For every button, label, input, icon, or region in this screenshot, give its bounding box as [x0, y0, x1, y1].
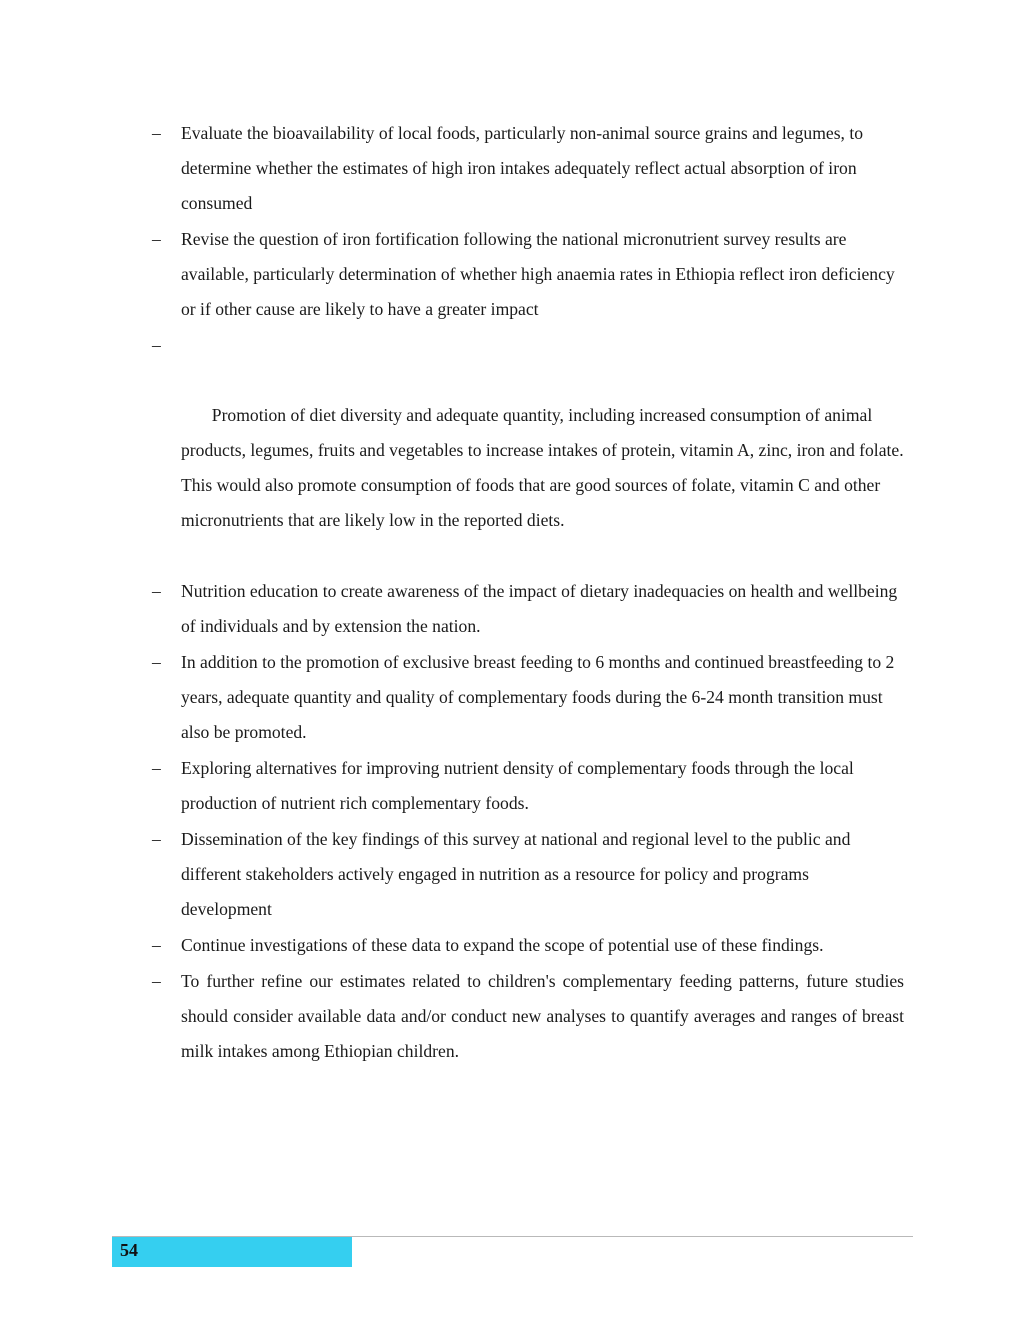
list-item-text: Exploring alternatives for improving nutrient density of complementary foods through the local production of nutrient rich complementary foods. — [181, 758, 854, 813]
list-item-text: In addition to the promotion of exclusive breast feeding to 6 months and continued breastfeeding to 2 years, adequate quantity and quality of complementary foods during the 6-24 month transition must also be promoted. — [181, 652, 895, 742]
bullet-dash: – — [152, 829, 161, 849]
page-number-box — [112, 1237, 352, 1267]
list-item — [152, 574, 904, 644]
recommendations-list — [152, 116, 908, 1069]
list-item — [152, 116, 904, 221]
list-item-text: Evaluate the bioavailability of local foods, particularly non-animal source grains and legumes, to determine whether the estimates of high iron intakes adequately reflect actual absorption of iron consumed — [181, 123, 864, 213]
list-item-text: To further refine our estimates related to children's complementary feeding patterns, future studies should consider available data and/or conduct new analyses to quantify averages and ranges of breast milk intakes among Ethiopian children. — [181, 971, 904, 1061]
list-item-text: Dissemination of the key findings of this survey at national and regional level to the public and different stakeholders actively engaged in nutrition as a resource for policy and programs development — [181, 829, 851, 919]
bullet-dash: – — [152, 123, 161, 143]
list-item — [152, 928, 904, 963]
list-item-text: Nutrition education to create awareness of the impact of dietary inadequacies on health and wellbeing of individuals and by extension the nation. — [181, 581, 898, 636]
bullet-dash: – — [152, 935, 161, 955]
list-item-text: Continue investigations of these data to expand the scope of potential use of these findings. — [181, 935, 824, 955]
bullet-dash: – — [152, 652, 161, 672]
list-item-text: Promotion of diet diversity and adequate quantity, including increased consumption of animal products, legumes, fruits and vegetables to increase intakes of protein, vitamin A, zinc, iron and folate. This would also promote consumption of foods that are good sources of folate, vitamin C and other micronutrients that are likely low in the reported diets. — [181, 405, 908, 530]
bullet-dash: – — [152, 335, 161, 355]
list-item — [152, 222, 904, 327]
list-item — [152, 822, 904, 927]
list-item — [152, 751, 904, 821]
bullet-dash: – — [152, 758, 161, 778]
list-item — [152, 964, 904, 1069]
list-item-text: Revise the question of iron fortification following the national micronutrient survey results are available, particularly determination of whether high anaemia rates in Ethiopia reflect iron deficiency or if other cause are likely to have a greater impact — [181, 229, 895, 319]
bullet-dash: – — [152, 971, 161, 991]
page-body — [152, 116, 908, 1070]
list-item — [152, 328, 908, 573]
list-item — [152, 645, 904, 750]
bullet-dash: – — [152, 229, 161, 249]
page-number: 54 — [120, 1240, 138, 1260]
bullet-dash: – — [152, 581, 161, 601]
